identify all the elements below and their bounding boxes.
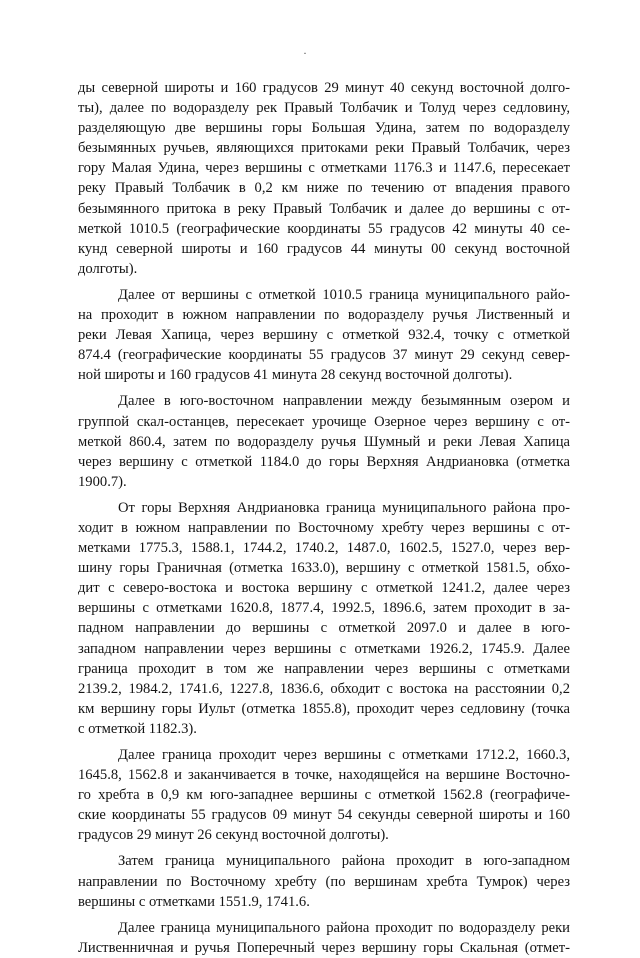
text-line: 2139.2, 1984.2, 1741.6, 1227.8, 1836.6, обходит с востока на расстоянии 0,2 bbox=[78, 680, 570, 697]
text-line: дит с северо-востока и востока вершину с отметкой 1241.2, далее через bbox=[78, 580, 570, 597]
text-line: безымянного притока в реку Правый Толбачик и далее до вершины с от- bbox=[78, 200, 570, 217]
paragraph bbox=[78, 918, 570, 958]
text-line: меткой 860.4, затем по водоразделу ручья Шумный и реки Левая Хапица bbox=[78, 433, 570, 450]
text-line: граница проходит в том же направлении через вершины с отметками bbox=[78, 660, 570, 677]
text-line: с отметкой 1182.3). bbox=[78, 720, 197, 737]
paragraph bbox=[78, 285, 570, 385]
paragraph bbox=[78, 745, 570, 845]
text-line: западном направлении через вершины с отметками 1926.2, 1745.9. Далее bbox=[78, 640, 570, 657]
text-line: ходит в южном направлении по Восточному хребту через вершины с от- bbox=[78, 519, 570, 536]
text-line: го хребта в 0,9 км юго-западнее вершины с отметкой 1562.8 (географиче- bbox=[78, 787, 570, 804]
text-line: шину горы Граничная (отметка 1633.0), вершину с отметкой 1581.5, обхо- bbox=[78, 560, 570, 577]
text-line: реку Правый Толбачик в 0,2 км ниже по течению от впадения правого bbox=[78, 180, 570, 197]
text-line: км вершину горы Иульт (отметка 1855.8), проходит через седловину (точка bbox=[78, 700, 570, 717]
paragraph bbox=[78, 391, 570, 491]
text-line: безымянных ручьев, являющихся притоками реки Правый Толбачик, через bbox=[78, 140, 570, 157]
text-line: ной широты и 160 градусов 41 минута 28 секунд восточной долготы). bbox=[78, 367, 513, 384]
text-line: меткой 1010.5 (географические координаты 55 градусов 42 минуты 40 се- bbox=[78, 220, 570, 237]
paragraph bbox=[78, 851, 570, 911]
text-line: 1645.8, 1562.8 и заканчивается в точке, находящейся на вершине Восточно- bbox=[78, 767, 570, 784]
text-line: метками 1775.3, 1588.1, 1744.2, 1740.2, 1487.0, 1602.5, 1527.0, через вер- bbox=[78, 540, 570, 557]
text-line: через вершину с отметкой 1184.0 до горы Верхняя Андриановка (отметка bbox=[78, 453, 570, 470]
page-top-mark: · bbox=[303, 46, 307, 60]
text-line: вершины с отметками 1620.8, 1877.4, 1992.5, 1896.6, затем проходит в за- bbox=[78, 600, 570, 617]
text-line: вершины с отметками 1551.9, 1741.6. bbox=[78, 893, 310, 910]
text-line: группой скал-останцев, пересекает урочище Озерное через вершину с от- bbox=[78, 413, 570, 430]
paragraph bbox=[78, 498, 570, 739]
text-line: 1900.7). bbox=[78, 473, 127, 490]
text-line: 874.4 (географические координаты 55 градусов 37 минут 29 секунд север- bbox=[78, 347, 570, 364]
text-line: реки Левая Хапица, через вершину с отметкой 932.4, точку с отметкой bbox=[78, 327, 570, 344]
text-line: гору Малая Удина, через вершины с отметками 1176.3 и 1147.6, пересекает bbox=[78, 160, 570, 177]
text-line: Далее от вершины с отметкой 1010.5 граница муниципального райо- bbox=[118, 286, 570, 303]
text-line: ды северной широты и 160 градусов 29 минут 40 секунд восточной долго- bbox=[78, 80, 570, 96]
text-line: От горы Верхняя Андриановка граница муниципального района про- bbox=[118, 499, 570, 516]
text-line: Далее граница проходит через вершины с отметками 1712.2, 1660.3, bbox=[118, 747, 570, 763]
text-line: ты), далее по водоразделу рек Правый Толбачик и Толуд через седловину, bbox=[78, 100, 570, 117]
text-line: направлении по Восточному хребту (по вершинам хребта Тумрок) через bbox=[78, 873, 570, 890]
text-line: градусов 29 минут 26 секунд восточной долготы). bbox=[78, 827, 389, 844]
text-line: падном направлении до вершины с отметкой 2097.0 и далее в юго- bbox=[78, 620, 570, 637]
document-body bbox=[78, 78, 570, 958]
text-line: Затем граница муниципального района проходит в юго-западном bbox=[118, 853, 570, 870]
text-line: Лиственничная и ручья Поперечный через вершину горы Скальная (отмет- bbox=[78, 939, 570, 956]
text-line: кунд северной широты и 160 градусов 44 минуты 00 секунд восточной bbox=[78, 240, 570, 257]
text-line: Далее в юго-восточном направлении между безымянным озером и bbox=[118, 393, 570, 410]
text-line: ские координаты 55 градусов 09 минут 54 секунды северной широты и 160 bbox=[78, 807, 570, 824]
paragraph bbox=[78, 78, 570, 279]
text-line: долготы). bbox=[78, 260, 138, 277]
text-line: на проходит в южном направлении по водоразделу ручья Лиственный и bbox=[78, 307, 570, 324]
text-line: Далее граница муниципального района проходит по водоразделу реки bbox=[118, 919, 570, 936]
text-line: разделяющую две вершины горы Большая Удина, затем по водоразделу bbox=[78, 120, 570, 137]
